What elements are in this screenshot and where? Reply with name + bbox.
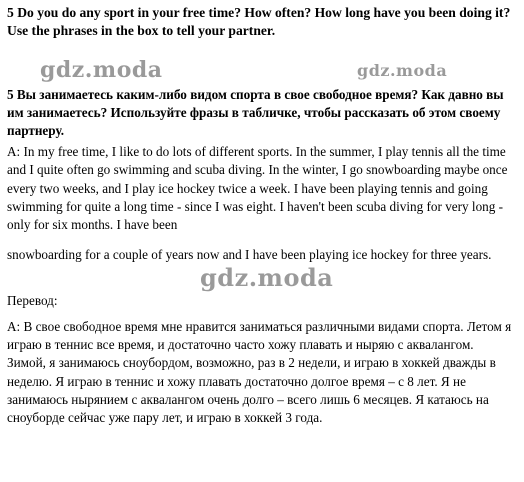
- watermark: gdz.moda: [357, 61, 448, 80]
- answer-english-part1: A: In my free time, I like to do lots of different sports. In the summer, I play tennis all the time and I quite often go swimming and scuba diving. In the winter, I go snowboarding maybe once every two weeks, and I play ice hockey twice a week. I have been playing tennis and going swimming for quite a long time - since I was eight. I haven't been scuba diving for very long -only for six months. I have been: [7, 144, 508, 233]
- answer-english-part2: snowboarding for a couple of years now and I have been playing ice hockey for three years.: [7, 247, 492, 262]
- watermark: gdz.moda: [200, 263, 334, 292]
- task-heading-english: 5 Do you do any sport in your free time? How often? How long have you been doing it? Use the phrases in the box to tell your partner.: [7, 5, 511, 38]
- watermark: gdz.moda: [40, 57, 163, 83]
- answer-russian: А: В свое свободное время мне нравится заниматься различными видами спорта. Летом я играю в теннис все время, и достаточно часто хожу плавать и ныряю с аквалангом. Зимой, я занимаюсь сноубордом, возможно, раз в 2 недели, и играю в хоккей дважды в неделю. Я играю в теннис и хожу плавать достаточно долгое время – с 8 лет. Я не занимаюсь нырянием с аквалангом очень долго – всего лишь 6 месяцев. Я катаюсь на сноуборде сейчас уже пару лет, и играю в хоккей 3 года.: [7, 319, 512, 426]
- task-heading-russian: 5 Вы занимаетесь каким-либо видом спорта в свое свободное время? Как давно вы им занимаетесь? Используйте фразы в табличке, чтобы рассказать об этом своему партнеру.: [7, 87, 504, 138]
- translation-label: Перевод:: [7, 293, 58, 308]
